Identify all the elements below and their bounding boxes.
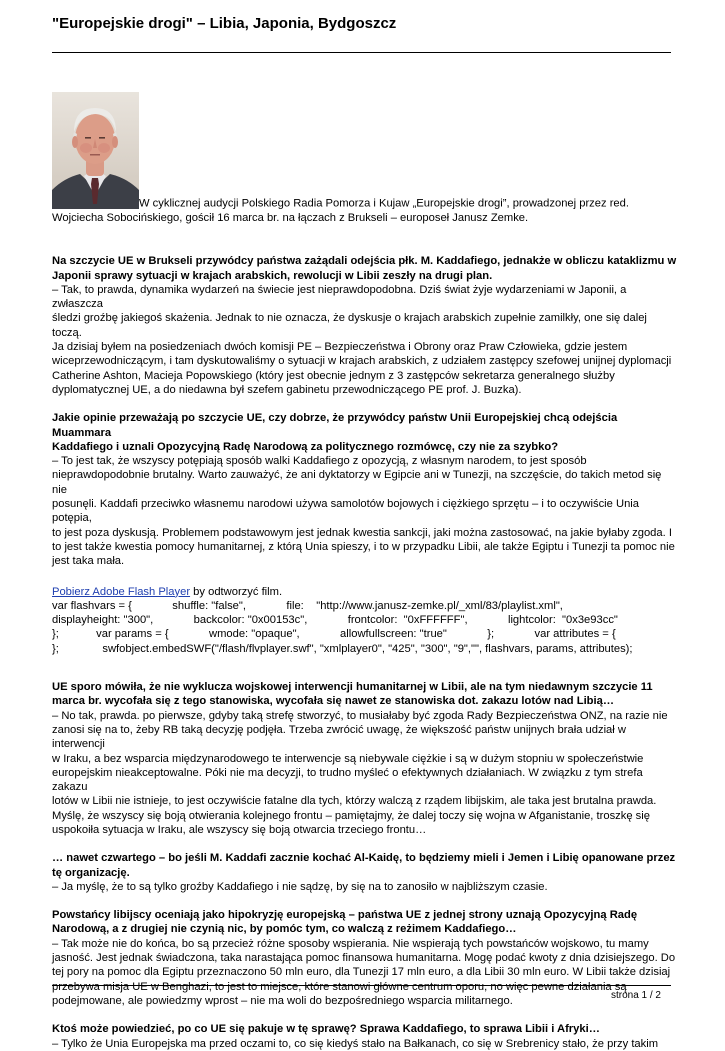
portrait-photo: [52, 92, 139, 209]
intro-text: W cyklicznej audycji Polskiego Radia Pomorza i Kujaw „Europejskie drogi”, prowadzonej przez red. Wojciecha Sobocińskiego, gościł 16 marca br. na łączach z Brukseli – europoseł Janusz Zemke.: [52, 197, 629, 224]
flash-code-line: displayheight: "300", backcolor: "0x00153c", frontcolor: "0xFFFFFF", lightcolor: "0x3e93cc": [52, 614, 618, 627]
answer-5: – Tak może nie do końca, bo są przecież różne sposoby wspierania. Nie wspierają tych powstańców wojskowo, tu mamy jasność. Jest jednak świadczona, taka narastająca pomoc finansowa humanitarna. Mogę podać kwoty z dnia dzisiejszego. Do tej pory na pomoc dla Egiptu przeznaczono 50 mln euro, dla Tunezji 17 mln euro, a dla Libii 30 mln euro. W Libii także dzisiaj przebywa misja UE w Benghazi, to jest to miejsce, które stanowi główne centrum oporu, no więc pewne działania są podejmowane, ale powiedzmy wprost – nie ma woli do bezpośredniego wsparcia militarnego.: [52, 937, 676, 1007]
question-6: Ktoś może powiedzieć, po co UE się pakuje w tę sprawę? Sprawa Kaddafiego, to sprawa Libii i Afryki…: [52, 1023, 600, 1036]
section-6: [52, 1022, 677, 1051]
article-body: [52, 92, 677, 1051]
download-flash-link[interactable]: Pobierz Adobe Flash Player: [52, 585, 191, 598]
question-1: Na szczycie UE w Brukseli przywódcy państwa zażądali odejścia płk. M. Kaddafiego, jednakże w obliczu kataklizmu w Japonii sprawy sytuacji w krajach arabskich, rewolucji w Libii zeszły na drugi plan.: [52, 255, 677, 282]
flash-code-line: }; var params = { wmode: "opaque", allowfullscreen: "true" }; var attributes = {: [52, 628, 616, 641]
question-3: UE sporo mówiła, że nie wyklucza wojskowej interwencji humanitarnej w Libii, ale na tym niedawnym szczycie 11 marca br. wycofała się z tego stanowiska, wycofała się nawet ze stanowiska dot. zakazu lotów nad Libią…: [52, 681, 653, 708]
section-5: [52, 908, 677, 1008]
flash-code-line: }; swfobject.embedSWF("/flash/flvplayer.swf", "xmlplayer0", "425", "300", "9","", flashvars, params, attributes);: [52, 642, 633, 655]
intro: [52, 92, 677, 225]
answer-3: – No tak, prawda. po pierwsze, gdyby taką strefę stworzyć, to musiałaby być zgoda Rady Bezpieczeństwa ONZ, na razie nie zanosi się na to, żeby RB taką decyzję podjęła. Trzeba zwrócić uwagę, że większość państw unijnych brała udział w interwencji w Iraku, a bez wsparcia międzynarodowego te interwencje są niebywale ciężkie i są w dużym stopniu w społeczeństwie europejskim nieakceptowalne. Póki nie ma decyzji, to trudno myśleć o efektywnych działaniach. W związku z tym strefa zakazu lotów w Libii nie istnieje, to jest oczywiście fatalne dla tych, którzy walczą z rządem libijskim, ale taka jest brutalna prawda. Myślę, że wszyscy się boją otwierania kolejnego frontu – pamiętajmy, że dalej toczy się wojna w Afganistanie, troszkę się uspokoiła sytuacja w Iraku, ale wszyscy się boją otwarcia trzeciego frontu…: [52, 709, 668, 836]
section-2: [52, 411, 677, 568]
section-3: [52, 680, 677, 837]
page-number: strona 1 / 2: [610, 990, 661, 1001]
question-5: Powstańcy libijscy oceniają jako hipokryzję europejską – państwa UE z jednej strony uznają Opozycyjną Radę Narodową, a z drugiej nie czynią nic, by pomóc tym, co walczą z reżimem Kaddafiego…: [52, 909, 638, 936]
flash-note: by odtworzyć film.: [190, 585, 283, 598]
flash-player-block: [52, 585, 677, 656]
header-rule: [52, 52, 671, 53]
answer-2: – To jest tak, że wszyscy potępiają sposób walki Kaddafiego z opozycją, z własnym narodem, to jest sposób nieprawdopodobnie brutalny. Warto zauważyć, że ani dyktatorzy w Egipcie ani w Tunezji, na szczęście, do takich metod się nie posunęli. Kaddafi przeciwko własnemu narodowi używa samolotów bojowych i ciężkiego sprzętu – i to oczywiście Unia potępia, to jest poza dyskusją. Problemem podstawowym jest jednak kwestia sankcji, jaki można zastosować, na jakie byłaby zgoda. I to jest także kwestia pomocy humanitarnej, z którą Unia spieszy, i to w przypadku Libii, ale także Egiptu i Tunezji ta pomoc nie jest taka mała.: [52, 455, 675, 568]
flash-code-line: var flashvars = { shuffle: "false", file: "http://www.janusz-zemke.pl/_xml/83/playlist.xml",: [52, 599, 563, 612]
answer-6: – Tylko że Unia Europejska ma przed oczami to, co się kiedyś stało na Bałkanach, co się w Srebrenicy stało, że przy takim: [52, 1037, 659, 1050]
section-1: [52, 254, 677, 397]
answer-4: – Ja myślę, że to są tylko groźby Kaddafiego i nie sądzę, by się na to zanosiło w najbliższym czasie.: [52, 880, 548, 893]
page-title: "Europejskie drogi" – Libia, Japonia, Bydgoszcz: [52, 15, 397, 32]
question-2: Jakie opinie przeważają po szczycie UE, czy dobrze, że przywódcy państw Unii Europejskiej chcą odejścia Muammara Kaddafiego i uznali Opozycyjną Radę Narodową za politycznego rozmówcę, czy nie za szybko?: [52, 412, 618, 453]
question-4: … nawet czwartego – bo jeśli M. Kaddafi zacznie kochać Al-Kaidę, to będziemy mieli i Jemen i Libię opanowane przez tę organizację.: [52, 852, 676, 879]
footer-rule: [52, 985, 671, 986]
answer-1: – Tak, to prawda, dynamika wydarzeń na świecie jest nieprawdopodobna. Dziś świat żyje wydarzeniami w Japonii, a zwłaszcza śledzi groźbę jakiegoś skażenia. Jednak to nie oznacza, że dyskusje o krajach arabskich zupełnie zamilkły, one się dalej toczą. Ja dzisiaj byłem na posiedzeniach dwóch komisji PE – Bezpieczeństwa i Obrony oraz Praw Człowieka, gdzie jestem wiceprzewodniczącym, i tam dyskutowaliśmy o sytuacji w krajach arabskich, z udziałem zastępcy szefowej unijnej dyplomacji Catherine Ashton, Macieja Popowskiego (który jest obecnie jednym z 3 zastępców sekretarza generalnego służby dyplomatycznej UE, a do niedawna był szefem gabinetu przewodniczącego PE prof. J. Buzka).: [52, 283, 672, 396]
section-4: [52, 851, 677, 894]
